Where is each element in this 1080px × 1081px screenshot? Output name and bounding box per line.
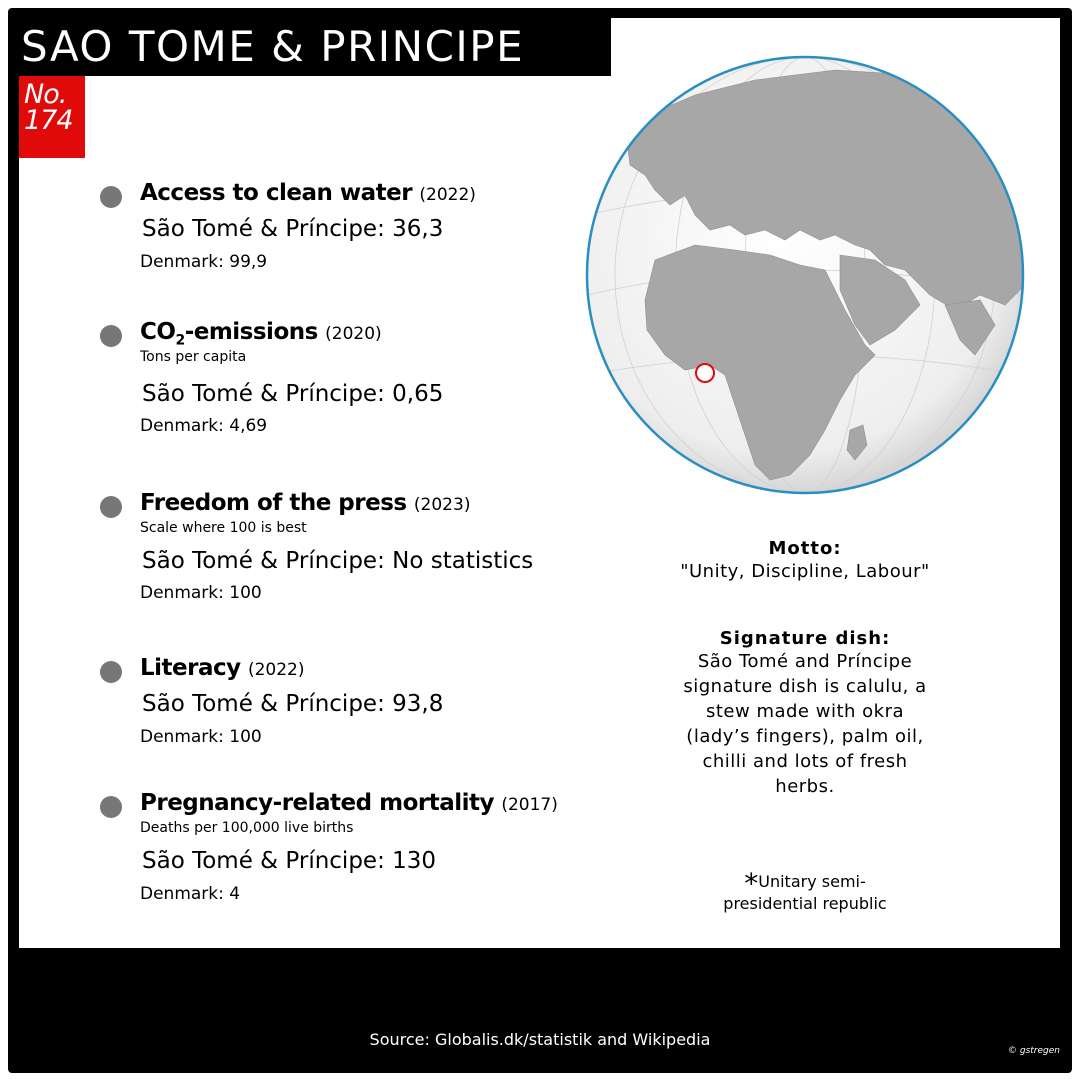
stat-country-value: São Tomé & Príncipe: 36,3 <box>142 216 444 242</box>
dish-heading: Signature dish: <box>719 628 891 649</box>
stat-subtitle: Deaths per 100,000 live births <box>140 820 354 836</box>
artist-signature: © gstregen <box>1008 1046 1060 1056</box>
dish-text: São Tomé and Príncipe signature dish is calulu, a stew made with okra (lady’s fingers), palm oil, chilli and lots of fresh herbs. <box>683 651 927 797</box>
stat-title: Freedom of the press (2023) <box>140 490 471 516</box>
source-footer: Source: Globalis.dk/statistik and Wikipedia <box>369 1030 711 1049</box>
stat-denmark-value: Denmark: 99,9 <box>140 252 268 272</box>
asterisk: * <box>744 867 759 900</box>
dish-block <box>650 628 960 799</box>
stat-country-value: São Tomé & Príncipe: 93,8 <box>142 691 444 717</box>
stat-country-value: São Tomé & Príncipe: 0,65 <box>142 381 444 407</box>
motto-text: "Unity, Discipline, Labour" <box>680 561 930 582</box>
stat-denmark-value: Denmark: 4 <box>140 884 241 904</box>
badge-number: 174 <box>24 105 73 136</box>
stat-title: $CO_2$-emissions (2020) <box>140 319 382 349</box>
gray-dot-icon <box>100 496 122 518</box>
globe-map-icon <box>585 55 1025 495</box>
stat-denmark-value: Denmark: 100 <box>140 727 262 747</box>
government-type <box>700 867 910 914</box>
stat-title: Pregnancy-related mortality (2017) <box>140 790 558 816</box>
stat-denmark-value: Denmark: 4,69 <box>140 416 268 436</box>
stat-title: Literacy (2022) <box>140 655 305 681</box>
page-title: SAO TOME & PRINCIPE <box>19 18 611 76</box>
stat-denmark-value: Denmark: 100 <box>140 583 262 603</box>
gray-dot-icon <box>100 661 122 683</box>
location-circle-icon <box>696 364 714 382</box>
motto-block <box>650 538 960 584</box>
number-badge <box>19 76 85 158</box>
stat-country-value: São Tomé & Príncipe: No statistics <box>142 548 534 574</box>
badge-label: No. <box>24 79 67 110</box>
stat-subtitle: Scale where 100 is best <box>140 520 307 536</box>
stat-country-value: São Tomé & Príncipe: 130 <box>142 848 437 874</box>
gray-dot-icon <box>100 796 122 818</box>
government-text: Unitary semi-presidential republic <box>723 872 887 913</box>
stat-title: Access to clean water (2022) <box>140 180 476 206</box>
gray-dot-icon <box>100 325 122 347</box>
motto-heading: Motto: <box>768 538 842 559</box>
stat-subtitle: Tons per capita <box>140 349 247 365</box>
gray-dot-icon <box>100 186 122 208</box>
